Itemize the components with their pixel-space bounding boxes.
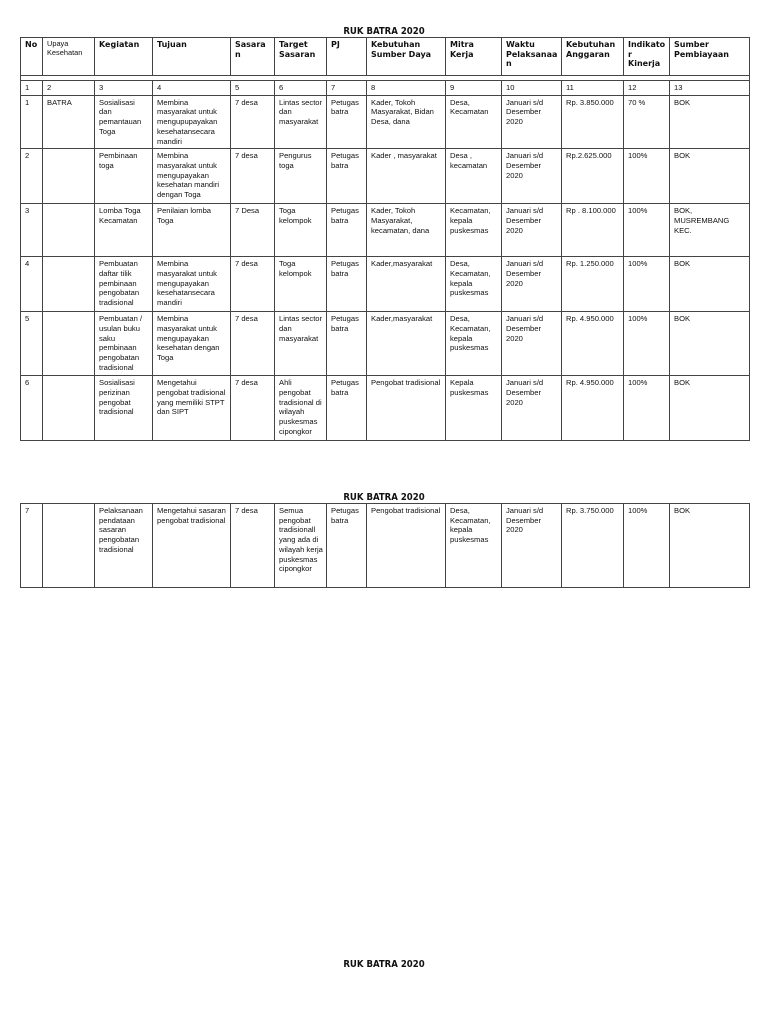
cell-sumber-pembiayaan: BOK xyxy=(670,504,750,588)
cell-kebutuhan-sumber-daya: Kader , masyarakat xyxy=(367,149,446,204)
cell-kegiatan: Pembuatan daftar tilik pembinaan pengobatan tradisional xyxy=(95,257,153,312)
cell-waktu-pelaksanaan: Januari s/d Desember 2020 xyxy=(502,376,562,441)
cell-tujuan: Mengetahui pengobat tradisional yang memiliki STPT dan SIPT xyxy=(153,376,231,441)
column-number: 7 xyxy=(327,81,367,96)
cell-kegiatan: Pembuatan / usulan buku saku pembinaan pengobatan tradisional xyxy=(95,312,153,376)
header-indikator-kinerja: Indikator Kinerja xyxy=(624,38,670,76)
table-row xyxy=(21,149,750,204)
cell-kebutuhan-anggaran: Rp. 3.750.000 xyxy=(562,504,624,588)
cell-no: 1 xyxy=(21,95,43,149)
cell-kegiatan: Sosialisasi dan pemantauan Toga xyxy=(95,95,153,149)
column-number: 5 xyxy=(231,81,275,96)
cell-waktu-pelaksanaan: Januari s/d Desember 2020 xyxy=(502,312,562,376)
cell-upaya-kesehatan: BATRA xyxy=(43,95,95,149)
header-mitra-kerja: Mitra Kerja xyxy=(446,38,502,76)
cell-sasaran: 7 Desa xyxy=(231,204,275,257)
column-number: 10 xyxy=(502,81,562,96)
cell-indikator-kinerja: 100% xyxy=(624,149,670,204)
cell-mitra-kerja: Desa, Kecamatan, kepala puskesmas xyxy=(446,257,502,312)
cell-kegiatan: Sosialisasi perizinan pengobat tradisional xyxy=(95,376,153,441)
cell-mitra-kerja: Desa , kecamatan xyxy=(446,149,502,204)
cell-upaya-kesehatan xyxy=(43,204,95,257)
cell-sasaran: 7 desa xyxy=(231,149,275,204)
cell-upaya-kesehatan xyxy=(43,257,95,312)
cell-target-sasaran: Lintas sector dan masyarakat xyxy=(275,312,327,376)
cell-no: 5 xyxy=(21,312,43,376)
cell-sumber-pembiayaan: BOK xyxy=(670,312,750,376)
cell-sasaran: 7 desa xyxy=(231,504,275,588)
table-row xyxy=(21,504,750,588)
cell-mitra-kerja: Kecamatan, kepala puskesmas xyxy=(446,204,502,257)
cell-pj: Petugas batra xyxy=(327,204,367,257)
header-kebutuhan-anggaran: Kebutuhan Anggaran xyxy=(562,38,624,76)
cell-kebutuhan-anggaran: Rp.2.625.000 xyxy=(562,149,624,204)
cell-pj: Petugas batra xyxy=(327,312,367,376)
cell-kegiatan: Pelaksanaan pendataan sasaran pengobatan tradisional xyxy=(95,504,153,588)
cell-pj: Petugas batra xyxy=(327,504,367,588)
cell-kebutuhan-sumber-daya: Pengobat tradisional xyxy=(367,376,446,441)
header-pj: PJ xyxy=(327,38,367,76)
cell-kegiatan: Pembinaan toga xyxy=(95,149,153,204)
header-upaya-kesehatan: Upaya Kesehatan xyxy=(43,38,95,76)
cell-indikator-kinerja: 70 % xyxy=(624,95,670,149)
cell-waktu-pelaksanaan: Januari s/d Desember 2020 xyxy=(502,504,562,588)
header-kebutuhan-sumber-daya: Kebutuhan Sumber Daya xyxy=(367,38,446,76)
cell-kebutuhan-sumber-daya: Pengobat tradisional xyxy=(367,504,446,588)
cell-kebutuhan-sumber-daya: Kader,masyarakat xyxy=(367,257,446,312)
cell-no: 6 xyxy=(21,376,43,441)
cell-mitra-kerja: Kepala puskesmas xyxy=(446,376,502,441)
cell-no: 2 xyxy=(21,149,43,204)
cell-kebutuhan-anggaran: Rp. 4.950.000 xyxy=(562,312,624,376)
cell-tujuan: Mengetahui sasaran pengobat tradisional xyxy=(153,504,231,588)
cell-pj: Petugas batra xyxy=(327,95,367,149)
cell-kebutuhan-anggaran: Rp. 4.950.000 xyxy=(562,376,624,441)
cell-tujuan: Membina masyarakat untuk mengupayakan kesehatan dengan Toga xyxy=(153,312,231,376)
header-waktu-pelaksanaan: Waktu Pelaksanaan xyxy=(502,38,562,76)
cell-sasaran: 7 desa xyxy=(231,312,275,376)
column-number: 9 xyxy=(446,81,502,96)
table-row xyxy=(21,204,750,257)
cell-kebutuhan-anggaran: Rp. 1.250.000 xyxy=(562,257,624,312)
header-no: No xyxy=(21,38,43,76)
cell-mitra-kerja: Desa, Kecamatan xyxy=(446,95,502,149)
cell-sumber-pembiayaan: BOK xyxy=(670,257,750,312)
cell-tujuan: Membina masyarakat untuk mengupayakan kesehatan mandiri dengan Toga xyxy=(153,149,231,204)
cell-kebutuhan-sumber-daya: Kader, Tokoh Masyarakat, Bidan Desa, dana xyxy=(367,95,446,149)
column-number: 1 xyxy=(21,81,43,96)
header-target-sasaran: Target Sasaran xyxy=(275,38,327,76)
cell-kebutuhan-anggaran: Rp. 3.850.000 xyxy=(562,95,624,149)
cell-kebutuhan-sumber-daya: Kader,masyarakat xyxy=(367,312,446,376)
cell-no: 4 xyxy=(21,257,43,312)
ruk-table-page-2 xyxy=(20,503,750,588)
page-1-title: RUK BATRA 2020 xyxy=(343,26,425,37)
cell-sumber-pembiayaan: BOK xyxy=(670,149,750,204)
column-number: 4 xyxy=(153,81,231,96)
cell-upaya-kesehatan xyxy=(43,312,95,376)
cell-sumber-pembiayaan: BOK xyxy=(670,376,750,441)
header-sasaran: Sasaran xyxy=(231,38,275,76)
column-number: 13 xyxy=(670,81,750,96)
table-row xyxy=(21,312,750,376)
table-row xyxy=(21,376,750,441)
cell-waktu-pelaksanaan: Januari s/d Desember 2020 xyxy=(502,149,562,204)
cell-pj: Petugas batra xyxy=(327,149,367,204)
cell-sasaran: 7 desa xyxy=(231,376,275,441)
cell-waktu-pelaksanaan: Januari s/d Desember 2020 xyxy=(502,95,562,149)
cell-indikator-kinerja: 100% xyxy=(624,504,670,588)
cell-target-sasaran: Pengurus toga xyxy=(275,149,327,204)
cell-target-sasaran: Toga kelompok xyxy=(275,257,327,312)
table-row xyxy=(21,257,750,312)
cell-upaya-kesehatan xyxy=(43,149,95,204)
cell-indikator-kinerja: 100% xyxy=(624,376,670,441)
header-sumber-pembiayaan: Sumber Pembiayaan xyxy=(670,38,750,76)
cell-tujuan: Membina masyarakat untuk mengupayakan kesehatansecara mandiri xyxy=(153,257,231,312)
column-number: 3 xyxy=(95,81,153,96)
cell-tujuan: Penilaian lomba Toga xyxy=(153,204,231,257)
table-row xyxy=(21,95,750,149)
column-number: 2 xyxy=(43,81,95,96)
cell-no: 7 xyxy=(21,504,43,588)
cell-indikator-kinerja: 100% xyxy=(624,312,670,376)
cell-pj: Petugas batra xyxy=(327,376,367,441)
cell-kegiatan: Lomba Toga Kecamatan xyxy=(95,204,153,257)
cell-waktu-pelaksanaan: Januari s/d Desember 2020 xyxy=(502,257,562,312)
cell-tujuan: Membina masyarakat untuk mengupupayakan kesehatansecara mandiri xyxy=(153,95,231,149)
cell-target-sasaran: Semua pengobat tradisionall yang ada di wilayah kerja puskesmas cipongkor xyxy=(275,504,327,588)
page-1-rows xyxy=(21,95,750,441)
cell-waktu-pelaksanaan: Januari s/d Desember 2020 xyxy=(502,204,562,257)
ruk-table-page-1 xyxy=(20,37,750,441)
cell-sumber-pembiayaan: BOK xyxy=(670,95,750,149)
page-2-rows xyxy=(21,504,750,588)
cell-target-sasaran: Lintas sector dan masyarakat xyxy=(275,95,327,149)
cell-sasaran: 7 desa xyxy=(231,257,275,312)
page-2-title: RUK BATRA 2020 xyxy=(343,492,425,503)
column-number: 11 xyxy=(562,81,624,96)
cell-indikator-kinerja: 100% xyxy=(624,257,670,312)
cell-upaya-kesehatan xyxy=(43,376,95,441)
cell-pj: Petugas batra xyxy=(327,257,367,312)
cell-mitra-kerja: Desa, Kecamatan, kepala puskesmas xyxy=(446,312,502,376)
cell-mitra-kerja: Desa, Kecamatan, kepala puskesmas xyxy=(446,504,502,588)
cell-target-sasaran: Toga kelompok xyxy=(275,204,327,257)
page-3-title: RUK BATRA 2020 xyxy=(343,959,425,970)
column-number: 6 xyxy=(275,81,327,96)
cell-indikator-kinerja: 100% xyxy=(624,204,670,257)
cell-target-sasaran: Ahli pengobat tradisional di wilayah puskesmas cipongkor xyxy=(275,376,327,441)
header-row xyxy=(21,38,750,76)
header-tujuan: Tujuan xyxy=(153,38,231,76)
column-number: 12 xyxy=(624,81,670,96)
cell-upaya-kesehatan xyxy=(43,504,95,588)
column-number: 8 xyxy=(367,81,446,96)
header-kegiatan: Kegiatan xyxy=(95,38,153,76)
cell-no: 3 xyxy=(21,204,43,257)
cell-sasaran: 7 desa xyxy=(231,95,275,149)
cell-kebutuhan-sumber-daya: Kader, Tokoh Masyarakat, kecamatan, dana xyxy=(367,204,446,257)
cell-sumber-pembiayaan: BOK, MUSREMBANG KEC. xyxy=(670,204,750,257)
cell-kebutuhan-anggaran: Rp . 8.100.000 xyxy=(562,204,624,257)
column-number-row xyxy=(21,81,750,96)
